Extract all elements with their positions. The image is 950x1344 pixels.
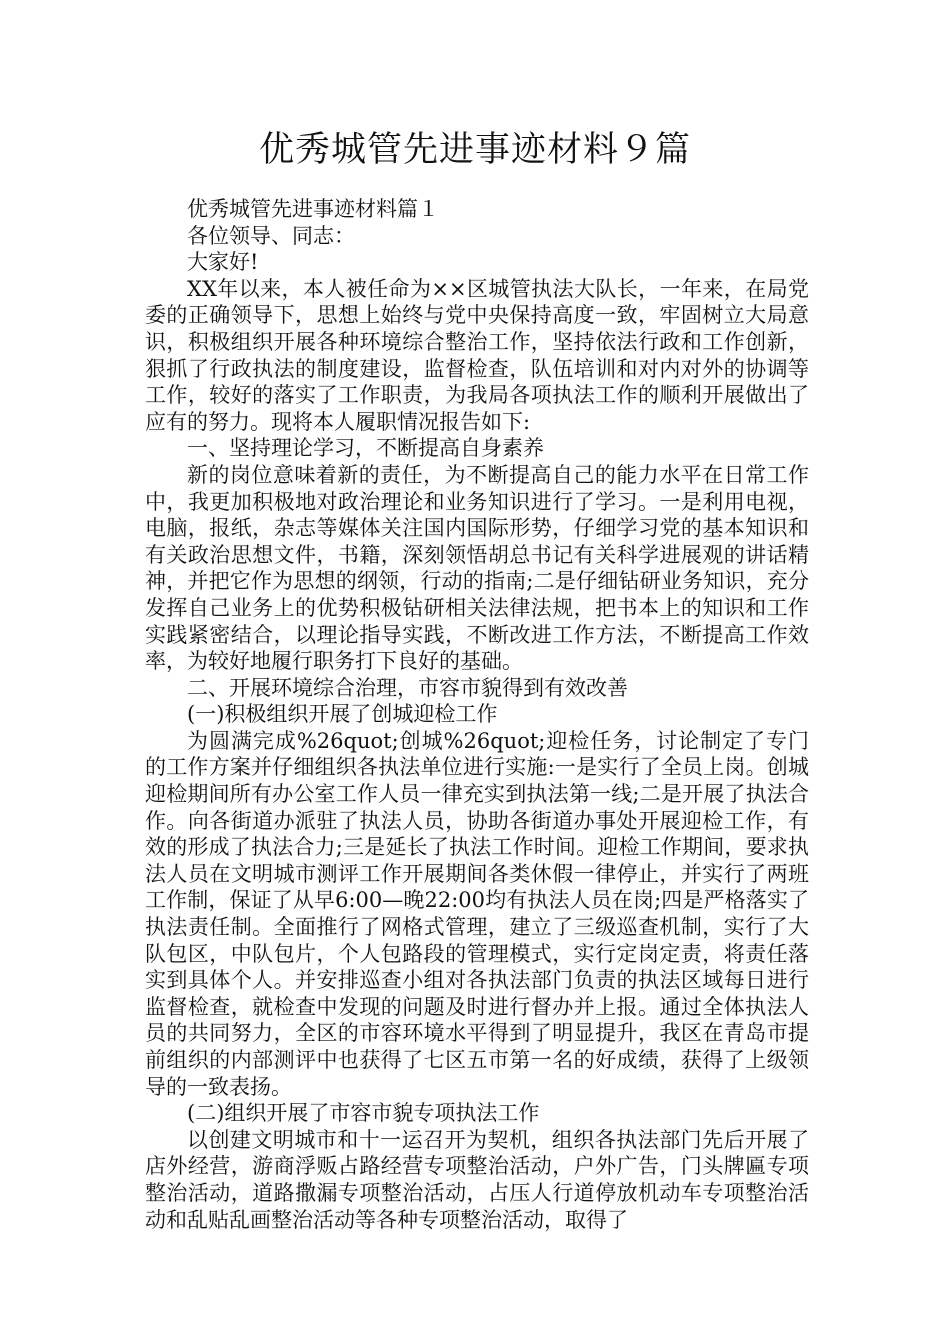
body-paragraph: 新的岗位意味着新的责任，为不断提高自己的能力水平在日常工作中，我更加积极地对政治理论和业务知识进行了学习。一是利用电视，电脑，报纸，杂志等媒体关注国内国际形势，仔细学习党的基本知识和有关政治思想文件，书籍，深刻领悟胡总书记有关科学进展观的讲话精神，并把它作为思想的纲领，行动的指南;二是仔细钻研业务知识，充分发挥自己业务上的优势积极钻研相关法律法规，把书本上的知识和工作实践紧密结合，以理论指导实践，不断改进工作方法，不断提高工作效率，为较好地履行职务打下良好的基础。 xyxy=(145,462,809,674)
subheading: (二)组织开展了市容市貌专项执法工作 xyxy=(187,1101,540,1126)
document-title: 优秀城管先进事迹材料９篇 xyxy=(258,130,691,170)
salutation: 各位领导、同志： xyxy=(187,223,355,248)
subheading: 二、开展环境综合治理，市容市貌得到有效改善 xyxy=(187,675,628,700)
document-body xyxy=(145,196,809,1233)
subheading: (一)积极组织开展了创城迎检工作 xyxy=(187,702,498,727)
body-paragraph: 为圆满完成%26quot;创城%26quot;迎检任务，讨论制定了专门的工作方案并仔细组织各执法单位进行实施:一是实行了全员上岗。创城迎检期间所有办公室工作人员一律充实到执法第一线;二是开展了执法合作。向各街道办派驻了执法人员，协助各街道办事处开展迎检工作，有效的形成了执法合力;三是延长了执法工作时间。迎检工作期间，要求执法人员在文明城市测评工作开展期间各类休假一律停止，并实行了两班工作制，保证了从早6:00—晚22:00均有执法人员在岗;四是严格落实了执法责任制。全面推行了网格式管理，建立了三级巡查机制，实行了大队包区，中队包片，个人包路段的管理模式，实行定岗定责，将责任落实到具体个人。并安排巡查小组对各执法部门负责的执法区域每日进行监督检查，就检查中发现的问题及时进行督办并上报。通过全体执法人员的共同努力，全区的市容环境水平得到了明显提升，我区在青岛市提前组织的内部测评中也获得了七区五市第一名的好成绩，获得了上级领导的一致表扬。 xyxy=(145,728,809,1099)
greeting: 大家好! xyxy=(187,250,259,275)
subheading: 一、坚持理论学习，不断提高自身素养 xyxy=(187,436,544,461)
body-paragraph: 以创建文明城市和十一运召开为契机，组织各执法部门先后开展了店外经营，游商浮贩占路经营专项整治活动，户外广告，门头牌匾专项整治活动，道路撒漏专项整治活动，占压人行道停放机动车专项整治活动和乱贴乱画整治活动等各种专项整治活动，取得了 xyxy=(145,1127,809,1232)
section-heading: 优秀城管先进事迹材料篇１ xyxy=(187,197,439,221)
body-paragraph: XX年以来，本人被任命为××区城管执法大队长，一年来，在局党委的正确领导下，思想上始终与党中央保持高度一致，牢固树立大局意识，积极组织开展各种环境综合整治工作，坚持依法行政和工作创新，狠抓了行政执法的制度建设，监督检查，队伍培训和对内对外的协调等工作，较好的落实了工作职责，为我局各项执法工作的顺利开展做出了应有的努力。现将本人履职情况报告如下: xyxy=(145,276,809,434)
